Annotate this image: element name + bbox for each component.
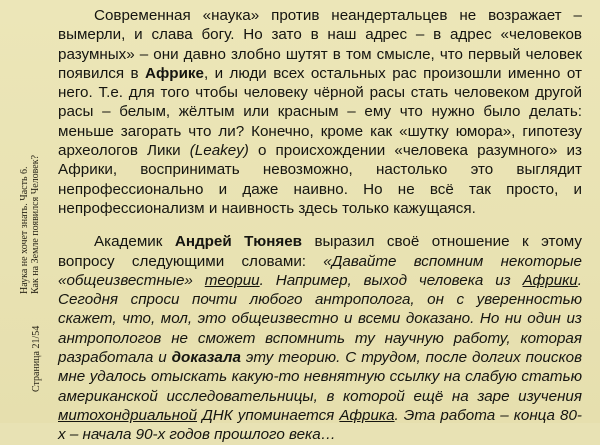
- paragraph-2-text-1: Академик: [94, 233, 175, 251]
- book-title-line-2: Как на Земле появился Человек?: [30, 154, 41, 294]
- paragraph-2-text-2: выразил своё отношение к этому вопросу следующими словами:: [58, 233, 582, 270]
- paragraph-1: [58, 6, 582, 218]
- quote-text-4: эту теорию. С трудом, после долгих поисков мне удалось отыскать какую-то невнятную ссылку на слабую статью американской исследовательницы, в которой ещё на заре изучения: [58, 349, 583, 405]
- quote-bold-proved: доказала: [171, 349, 241, 367]
- quote-underline-mitochondrial: митохондриальной: [58, 406, 198, 424]
- quote-text-2: . Например, выход человека из: [259, 271, 523, 289]
- page-number: Страница 21/54: [31, 325, 42, 392]
- quote-underline-africa-1: Африки: [522, 271, 578, 289]
- quote-underline-africa-2: Африка: [339, 406, 395, 424]
- paragraph-2-bold-author: Андрей Тюняев: [174, 233, 303, 251]
- paragraph-1-italic-leakey: (Leakey): [189, 142, 249, 160]
- paragraph-1-text-2: , и люди всех остальных рас произошли именно от него. Т.е. для того чтобы человеку чёрной расы стать человеком другой расы – белым, жёлтым или красным – ему что нужно было делать: меньше загорать что ли? Конечно, кроме как «шутку юмора», гипотезу археологов Лики: [58, 64, 582, 160]
- paragraph-1-text-1: Современная «наука» против неандертальцев не возражает – вымерли, и слава богу. Но зато в наш адрес – в адрес «человеков разумных» – они давно злобно шутят в том смысле, что первый человек появился в: [58, 7, 582, 82]
- book-title-line-1: Наука не хочет знать. Часть 6.: [19, 166, 30, 294]
- quote-text-1: «Давайте вспомним некоторые «общеизвестные»: [58, 252, 582, 289]
- paragraph-2: [58, 232, 582, 444]
- page-number-label: [31, 12, 43, 392]
- side-margin: [0, 0, 58, 423]
- quote-underline-theories: теории: [204, 271, 260, 289]
- quote-text-6: . Эта работа – конца 80-х – начала 90-х годов прошлого века…: [58, 406, 582, 444]
- paragraph-1-bold-africa: Африке: [145, 64, 204, 82]
- quote-text-5: ДНК упоминается: [197, 406, 340, 424]
- paragraph-1-text-3: о происхождении «человека разумного» из Африки, воспринимать невозможно, настолько это выглядит непрофессионально и даже наивно. Но не всё так просто, и непрофессионализм и наивность здесь только кажущаяся.: [58, 142, 582, 217]
- quote: [58, 253, 582, 444]
- document-body: [58, 6, 582, 445]
- quote-text-3: . Сегодня спроси почти любого антрополога, он с уверенностью скажет, что, мол, это общеизвестно и всеми доказано. Но ни один из антропологов не сможет вспомнить ту научную работу, которая разработала и: [58, 271, 582, 367]
